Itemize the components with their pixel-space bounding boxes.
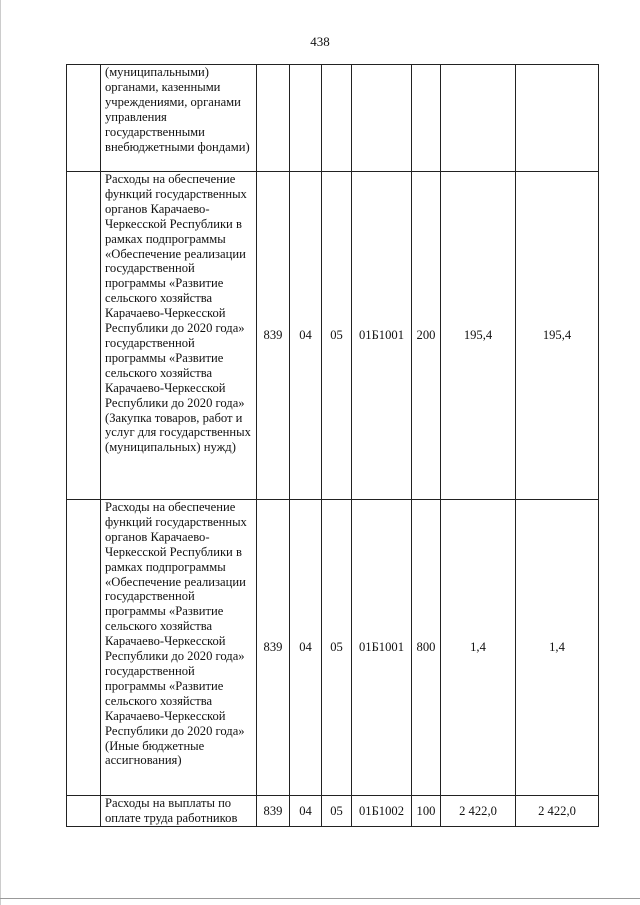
amount-cell-2: 195,4 (516, 172, 599, 500)
description-cell: Расходы на обеспечение функций государственных органов Карачаево-Черкесской Республики в рамках подпрограммы «Обеспечение реализации государственной программы «Развитие сельского хозяйства Карачаево-Черкесской Республики до 2020 года» государственной программы «Развитие сельского хозяйства Карачаево-Черкесской Республики до 2020 года» (Закупка товаров, работ и услуг для государственных (муниципальных) нужд) (101, 172, 257, 500)
description-cell: Расходы на выплаты по оплате труда работников (101, 796, 257, 827)
subsection-code-cell (322, 65, 352, 172)
amount-cell-1 (441, 65, 516, 172)
page-number: 438 (310, 34, 330, 49)
subsection-code-cell: 05 (322, 500, 352, 796)
amount-cell-1: 1,4 (441, 500, 516, 796)
expense-type-cell: 100 (412, 796, 441, 827)
table-row (67, 172, 599, 500)
amount-cell-1: 2 422,0 (441, 796, 516, 827)
section-code-cell (290, 65, 322, 172)
row-number-cell (67, 172, 101, 500)
expense-type-cell: 200 (412, 172, 441, 500)
row-number-cell (67, 796, 101, 827)
table-row (67, 500, 599, 796)
description-cell: (муниципальными) органами, казенными учреждениями, органами управления государственными внебюджетными фондами) (101, 65, 257, 172)
target-code-cell (352, 65, 412, 172)
amount-cell-2 (516, 65, 599, 172)
row-number-cell (67, 500, 101, 796)
subsection-code-cell: 05 (322, 172, 352, 500)
page-left-edge (0, 0, 1, 905)
section-code-cell: 04 (290, 796, 322, 827)
amount-cell-2: 1,4 (516, 500, 599, 796)
ministry-code-cell (257, 65, 290, 172)
row-number-cell (67, 65, 101, 172)
ministry-code-cell: 839 (257, 796, 290, 827)
amount-cell-1: 195,4 (441, 172, 516, 500)
description-cell: Расходы на обеспечение функций государственных органов Карачаево-Черкесской Республики в рамках подпрограммы «Обеспечение реализации государственной программы «Развитие сельского хозяйства Карачаево-Черкесской Республики до 2020 года» государственной программы «Развитие сельского хозяйства Карачаево-Черкесской Республики до 2020 года» (Иные бюджетные ассигнования) (101, 500, 257, 796)
subsection-code-cell: 05 (322, 796, 352, 827)
table-row (67, 65, 599, 172)
ministry-code-cell: 839 (257, 172, 290, 500)
target-code-cell: 01Б1001 (352, 500, 412, 796)
target-code-cell: 01Б1001 (352, 172, 412, 500)
expense-type-cell (412, 65, 441, 172)
amount-cell-2: 2 422,0 (516, 796, 599, 827)
section-code-cell: 04 (290, 500, 322, 796)
expense-type-cell: 800 (412, 500, 441, 796)
ministry-code-cell: 839 (257, 500, 290, 796)
budget-table (66, 64, 599, 827)
page-bottom-edge (0, 898, 640, 899)
section-code-cell: 04 (290, 172, 322, 500)
table-row (67, 796, 599, 827)
target-code-cell: 01Б1002 (352, 796, 412, 827)
